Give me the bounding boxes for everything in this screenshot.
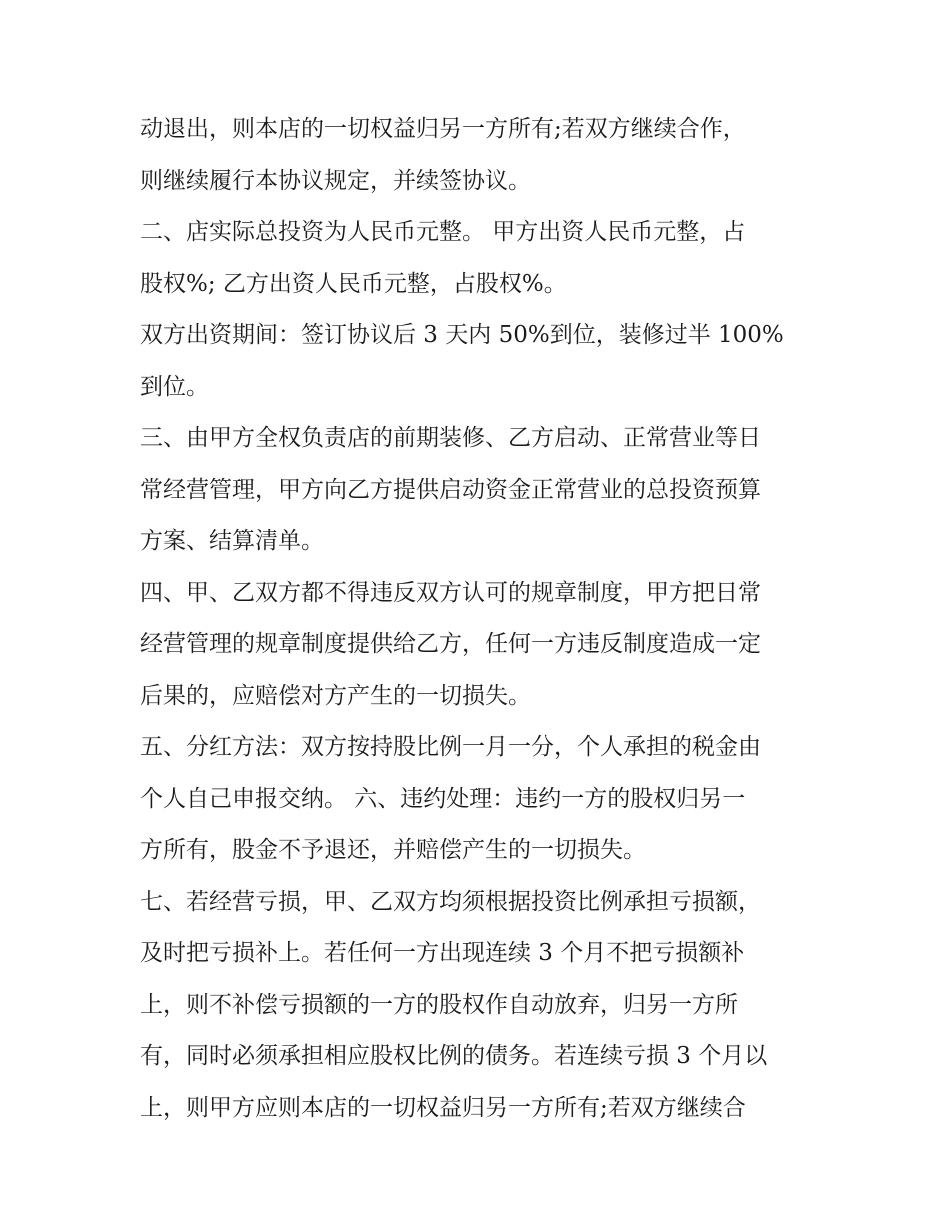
text-line-20: 上，则甲方应则本店的一切权益归另一方所有;若双方继续合 — [140, 1094, 746, 1121]
text-line-5: 双方出资期间：签订协议后 3 天内 50%到位，装修过半 100% — [140, 322, 784, 348]
text-line-13: 五、分红方法：双方按持股比例一月一分，个人承担的税金由 — [140, 734, 761, 760]
text-line-9: 方案、结算清单。 — [140, 528, 324, 554]
text-line-15: 方所有，股金不予退还，并赔偿产生的一切损失。 — [140, 837, 646, 863]
text-line-18: 上，则不补偿亏损额的一方的股权作自动放弃，归另一方所 — [140, 991, 738, 1018]
text-line-3: 二、店实际总投资为人民币元整。 甲方出资人民币元整，占 — [140, 219, 746, 245]
text-line-4: 股权%; 乙方出资人民币元整，占股权%。 — [140, 270, 567, 297]
text-line-16: 七、若经营亏损，甲、乙双方均须根据投资比例承担亏损额， — [140, 888, 761, 915]
agreement-body-text — [140, 104, 820, 1134]
text-line-10: 四、甲、乙双方都不得违反双方认可的规章制度，甲方把日常 — [140, 579, 761, 606]
text-line-8: 常经营管理，甲方向乙方提供启动资金正常营业的总投资预算 — [140, 476, 761, 503]
text-line-11: 经营管理的规章制度提供给乙方，任何一方违反制度造成一定 — [140, 631, 761, 657]
text-line-2: 则继续履行本协议规定，并续签协议。 — [140, 167, 531, 194]
text-line-1: 动退出，则本店的一切权益归另一方所有;若双方继续合作， — [140, 116, 746, 142]
text-line-12: 后果的，应赔偿对方产生的一切损失。 — [140, 682, 531, 709]
text-line-7: 三、由甲方全权负责店的前期装修、乙方启动、正常营业等日 — [140, 425, 761, 451]
text-line-14: 个人自己申报交纳。 六、违约处理：违约一方的股权归另一 — [140, 785, 746, 812]
text-line-19: 有，同时必须承担相应股权比例的债务。若连续亏损 3 个月以 — [140, 1043, 768, 1069]
text-line-6: 到位。 — [140, 373, 209, 400]
text-line-17: 及时把亏损补上。若任何一方出现连续 3 个月不把亏损额补 — [140, 940, 745, 966]
